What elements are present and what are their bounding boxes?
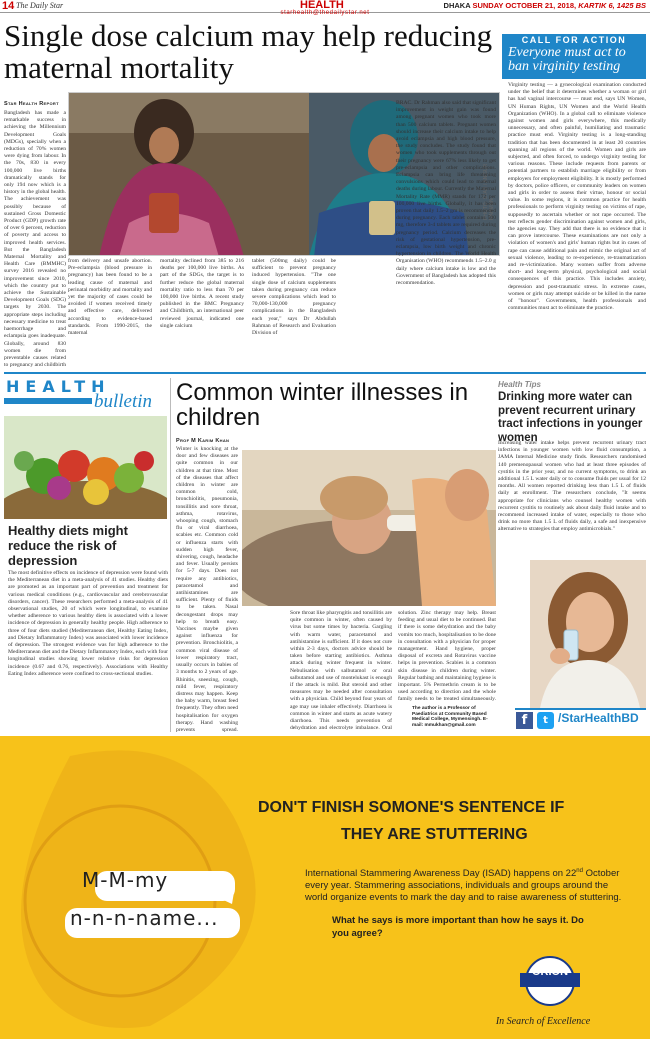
winter-byline: Prof M Karim Khan [176,438,230,444]
speech-bubble-2: n-n-n-name... [70,906,219,930]
lead-column-5: BRAC. Dr Rahman also said that significant improvement in weight gain was found among pregnant women who took more than 500 calcium tablets. Pregnant women should increase their calcium intake to help avoid eclampsia and high blood pressure, the study concludes. The study found that women who took supplements through out their pregnancy were 67% less likely to get pre-eclampsia and other complications. Eclampsia can bring life threatening convulsions which could lead to maternal deaths during labour. Currently the Maternal Mortality Rate (MMR) stands for 172 per 100,000 live births. Globally, it has been proven that daily 1.5–2 gm is recommended during pregnancy. Each tablet contains 500 mg, therefore 3-4 tablets are required during pregnancy period. Calcium decreases the risk of gestational hypertension, pre-eclampsia, low birth weight and chronic hypertension in children. The World Health Organisation (WHO) recommends 1.5–2.0 g daily where calcium intake is low and the Government of Bangladesh has adopted this recommendation. [396,100,496,287]
photo-credit: PHOTO: STAR / ANISUR RAHMAN [483,163,495,220]
bulletin-logo-health: HEALTH [6,377,111,396]
ad-headline-2: THEY ARE STUTTERING [341,826,528,843]
dateline-bangla: KARTIK 6, 1425 BS [578,1,646,10]
health-tips-body: Increasing water intake helps prevent recurrent urinary tract infections in younger women with low fluid consumption, a JAMA Internal Medicine study finds. Researchers randomised 140 premenopausal women who had at least three episodes of cystitis in the prior year, and no current symptoms, to drink an additional 1.5 L water daily or to consume fluids per usual for 12 months. All women reported drinking less than 1.5 L of fluids daily at enrollment. The researchers conclude, "It seems appropriate for clinicians who counsel healthy women with recurrent cystitis to routinely ask about daily fluid intake and to recommend increased intake of water, especially to those who drink no more than 1.5 L of fluids daily, a safe and inexpensive alternative to strategies that employ antimicrobials." [498,440,646,533]
lead-column-1: Bangladesh has made a remarkable success in achieving the Millennium Development Goals (MDGs), specially when a reduction of 70% women were dying from labour. In the 70s, 830 in every 100,000 live births dramatically stands for only 194 now which is a history in the global health. The achievement was possibly because of sustained Gross Domestic Product (GDP) growth rate of over 6 percent, reduction of poverty and access to improved health services. But the Bangladesh Maternal Mortality and Health Care (BMMHC) survey 2016 revealed no improvement since 2010, which the country put to achieve the Sustainable Development Goals (SDG) targets by 2030. The appropriate steps including necessary medicine to treat haemorrhage and eclampsia goes inadequate. Globally, around 830 women die from preventable causes related to pregnancy and childbirth [4,110,66,368]
facebook-icon[interactable]: f [516,712,533,729]
call-for-action-title: Everyone must act to ban virginity testing [508,45,626,74]
lead-headline: Single dose calcium may help reducing maternal mortality [4,18,493,86]
lead-byline: Star Health Report [4,101,59,107]
call-for-action-label: CALL FOR ACTION [521,35,627,45]
section-email[interactable]: starhealth@thedailystar.net [280,10,370,16]
orion-tagline: In Search of Excellence [495,1016,591,1027]
ad-body-pre: International Stammering Awareness Day (ISAD) happens on 22 [305,868,577,880]
woman-drinking-photo [530,560,646,708]
sick-child-photo [242,450,496,606]
health-tips-label: Health Tips [498,380,541,389]
call-for-action-body: Virginity testing — a gynecological examination conducted under the belief that it determines whether a woman or girl has had vaginal intercourse — must end, says UN Women, UN Human Rights, UN Women and the World Health Organization (WHO). In a global call to eliminate violence against women and girls everywhere, this medically unnecessary, and often painful, humiliating and traumatic practice must end. Virginity testing is a long-standing tradition that has been documented in at least 20 countries spanning all regions of the world. Women and girls are subjected, and often forced, to undergo virginity testing for various reasons. These include requests from parents or potential partners to establish marriage eligibility or from employers for employment eligibility. It is mostly performed by doctors, police officers, or community leaders on women and girls in order to assess their virtue, honour or social value. In some regions, it is common practice for health professionals to perform virginity testing on victims of rape, supposedly to ascertain whether or not rape occurred. The test reflects gender discrimination against women and girls, the agencies say. They add that there is no evidence that it can prove intercourse. These examinations are not only a violation of women's and girls' human rights but in cases of rape can cause additional pain and mimic the original act of sexual violence, leading to re-experience, re-traumatization and re-victimization. Many women suffer from adverse short- and long-term physical, psychological and social consequences of this practice. This includes anxiety, depression and post-traumatic stress. In extreme cases, women or girls may attempt suicide or be killed in the name of "honour". Governments, health professionals and communities must act to eliminate the practice. [508,82,646,312]
orion-brand-sub: Pharma Ltd. [536,980,564,986]
dateline [444,1,646,10]
diet-headline: Healthy diets might reduce the risk of depression [8,523,128,568]
health-tips-headline: Drinking more water can prevent recurrent urinary tract infections in younger women [498,391,643,444]
column-divider [170,378,171,732]
bulletin-logo-bulletin: bulletin [94,391,153,412]
dateline-city: DHAKA [443,1,471,10]
lead-column-2: from delivery and unsafe abortion. Pre-eclampsia (blood pressure in pregnancy) has been found to be a leading cause of maternal and perinatal morbidity and mortality and yet the majority of cases could be avoided if women received timely and effective care, delivered according to evidence-based standards. From 1990-2015, the maternal [68,258,152,337]
lead-column-4: tablet (500mg daily) could be sufficient to prevent pregnancy induced hypertension. "The one single dose of calcium supplements taken during pregnancy can reduce severe complications which lead to 70,000-130,000 pregnancy complications in the Bangladesh each year," says Dr Abdullah Rahman of Research and Evaluation Division of [252,258,336,337]
vegetables-photo [4,416,167,519]
winter-column-2: Sore throat like pharyngitis and tonsillitis are quite common in winter, often caused by virus but some times by bacteria. Gargling with warm water, paracetamol and antihistamine is sufficient. If it does not cure within 2-3 days, doctors advice should be taken before starting antibiotics. Asthma attack during winter frequent in winter. Nebulisation with salbutamol or oral salbutamol and use of montelukast is enough if the attack is mild. But steroid and other measures may be needed after consultation with a physician. Child beyond four years of age may use inhaler effectively. Diarrhoea is common in winter and starts as acute watery diarrhoea. This needs prevention of dehydration and electrolyte imbalance. Oral [290,610,392,732]
social-handle[interactable]: /StarHealthBD [558,711,639,725]
ad-body-sup: nd [576,868,583,874]
twitter-icon[interactable]: t [537,712,554,729]
dateline-date: SUNDAY OCTOBER 21, 2018, [472,1,577,10]
page-number: 14 [2,0,15,12]
winter-column-3: solution. Zinc therapy may help. Breast feeding and usual diet to be continued. But if there is some dehydration and the baby vomits too much, hospitalisation to be done in consultation with a physician for proper management. Hand hygiene, proper disposal of excreta and Rotavirus vaccine helps in prevention. Scabies is a common skin disease in children during winter. Regular bathing and maintaining hygiene is important. 5% Permethrin cream is to be used according to direction and the whole family needs to be treated simultaneously. [398,610,496,703]
ad-body [305,865,625,904]
ad-question: What he says is more important than how he says it. Do you agree? [332,915,584,939]
author-note: The author is a Professor of Paediatrics at Community Based Medical College, Mymensingh. E-mail: mmukhan@gmail.com [412,706,488,728]
winter-headline: Common winter illnesses in children [176,379,469,432]
winter-column-1: Winter is knocking at the door and few diseases are quite common in our children at that time. Most of the diseases that affect children in winter are common cold, bronchiolitis, pneumonia, tonsillitis and sore throat, asthma, rotavirus, whooping cough, stomach flu or viral diarrhoea, scabies etc. Common cold or influenza starts with sudden high fever, shivering, cough, headache and fever. Usually persists for 5-7 days. Does not require any antibiotics, paracetamol and antihistamines are sufficient. Plenty of fluids to be taken. Nasal decongestant drops may help to breath easy. Vaccines maybe given against influenza for prevention. Bronchiolitis, a common viral disease of lower respiratory tract, usually occurs in babies of 3 months to 2 years of age. Rhinitis, sneezing, cough, mild fever, respiratory distress may happen. Keep the baby warm, breast feed frequently. They often need hospitalisation for oxygen therapy. Hand washing prevents spread. [176,446,238,732]
section-title: HEALTH [300,0,344,11]
diet-body: The most definitive effects on incidence of depression were found with the Mediterranean diet in a meta-analysis of 41 studies. Healthy diets are promoted as an important part of prevention and treatment for various medical conditions (e.g., cardiovascular and cerebrovascular disorders, cancer). These researchers performed a meta-analysis of 41 observational studies, 20 of which were longitudinal, to examine whether adherence to various healthy diets is associated with a lower incidence of depression in generally healthy people. High adherence to three of four diets studied (Mediterranean diet, Healthy Eating Index, and Dietary Inflammatory Index) was associated with lower incidence of depression. The strongest evidence was for high adherence to the Mediterranean diet and the Dietary Inflammatory Index, each with four longitudinal studies showing lower relative risks for depression incidence (0.67 and 0.76, respectively). Associations with Healthy Eating Index adherence were confined to cross-sectional studies. [8,570,168,677]
orion-brand: ORION [531,966,569,978]
section-divider [4,372,646,374]
ad-headline-1: DON'T FINISH SOMONE'S SENTENCE IF [258,799,565,816]
paper-name: The Daily Star [16,1,64,10]
ad-body-post: October every year. Stammering associations, individuals and groups around the world organize events to mark the day and to raise awareness of stuttering. [305,868,622,904]
bulletin-logo-rule [4,398,92,404]
lead-column-3: mortality declined from 385 to 216 deaths per 100,000 live births. As part of the SDGs, the target is to further reduce the global maternal mortality ratio to less than 70 per 100,000 live births. A recent study published in the BMC Pregnancy and Childbirth, an international peer reviewed journal, indicated one single calcium [160,258,244,329]
speech-bubble-1: M-M-my [82,868,169,892]
